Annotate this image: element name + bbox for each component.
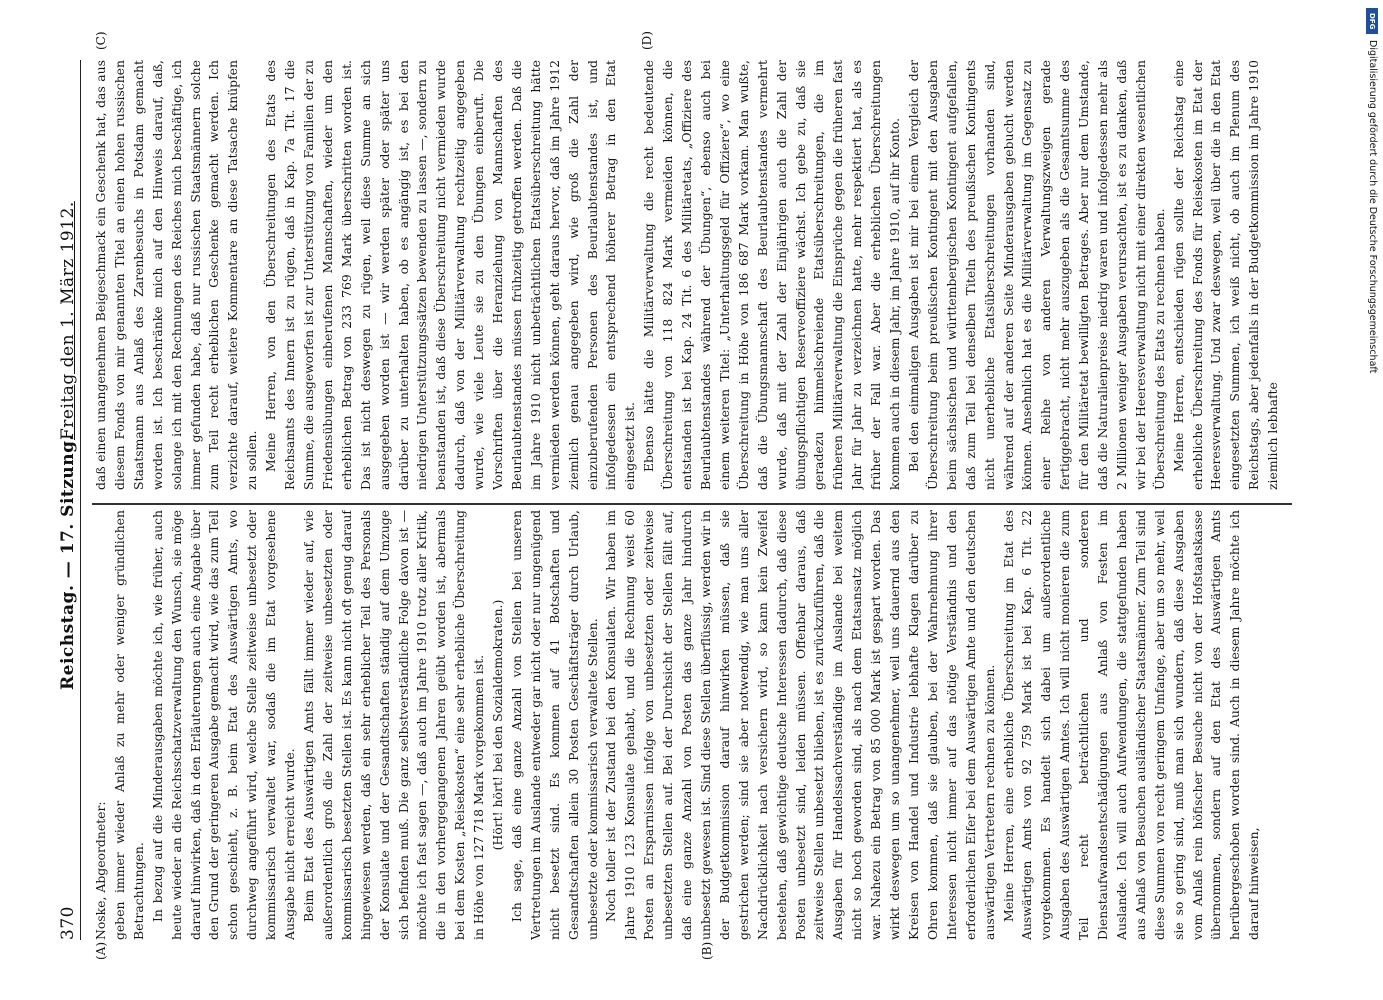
page-number: 370 xyxy=(58,906,78,940)
interjection: (Hört! hört! bei den Sozialdemokraten.) xyxy=(490,599,506,851)
session-date: Freitag den 1. März 1912. xyxy=(58,201,78,440)
paragraph: In bezug auf die Minderausgaben möchte ich, wie früher, auch heute wieder an die Reichsschatzverwaltung den Wunsch, sie möge darauf hinwirken, daß in den Erläuterungen auch eine Angabe über den Grund der geringeren Ausgabe gemacht wird, wie das zum Teil schon geschieht, z. B. beim Etat des Auswärtigen Amts, wo durchweg angeführt wird, welche Stelle zeitweise unbesetzt oder kommissarisch verwaltet war, sodaß die im Etat vorgesehene Ausgabe nicht erreicht wurde. xyxy=(149,510,298,940)
margin-marker-a: (A) xyxy=(94,941,108,960)
paragraph: Meine Herren, eine erhebliche Überschreitung im Etat des Auswärtigen Amts von 92 759 Mark ist bei Kap. 6 Tit. 22 vorgekommen. Es handelt sich dabei um außerordentliche Ausgaben des Auswärtigen Amtes. Ich will nicht monieren die zum Teil recht beträchtlichen und sonderen Dienstaufwandsentschädigungen aus Anlaß von Festen im Auslande. Ich will auch Aufwendungen, die stattgefunden haben aus Anlaß von Besuchen ausländischer Staatsmänner. Zum Teil sind diese Summen von recht geringem Umfange, aber um so mehr, weil sie so gering sind, muß man sich wundern, daß diese Ausgaben vom Anlaß rein höfischer Besuche nicht von der Hofstaatskasse übernommen, sondern auf den Etat des Auswärtigen Amts herübergeschoben worden sind. Auch in diesem Jahre möchte ich darauf hinweisen, xyxy=(1000,510,1262,940)
speaker-label: Noske, Abgeordneter: xyxy=(93,801,108,940)
paragraph: Beim Etat des Auswärtigen Amts fällt immer wieder auf, wie außerordentlich groß die Zahl der zeitweise unbesetzten oder kommissarisch besetzten Stellen ist. Es kann nicht oft genug darauf hingewiesen werden, daß ein sehr erheblicher Teil des Personals der Konsulate und der Gesandtschaften ständig auf dem Umzuge sich befinden muß. Die ganz selbstverständliche Folge davon ist — möchte ich fast sagen —, daß auch im Jahre 1910 trotz aller Kritik, die in den vorhergegangenen Jahren geübt worden ist, abermals bei dem Kosten „Reisekosten“ eine sehr erhebliche Überschreitung in Höhe von 127 718 Mark vorgekommen ist. xyxy=(300,510,487,940)
margin-marker-c: (C) xyxy=(94,31,108,50)
margin-marker-b: (B) xyxy=(700,941,714,960)
paragraph: Bei den einmaligen Ausgaben ist mir bei einem Vergleich der Überschreitung beim preußischen Kontingent mit den Ausgaben beim sächsischen und württembergischen Kontingent aufgefallen, daß zum Teil bei denselben Titeln des preußischen Kontingents nicht unerhebliche Etatsüberschreitungen vorhanden sind, während auf der anderen Seite Minderausgaben gebucht werden können. Ansehnlich hat es die Militärverwaltung im Gegensatz zu einer Reihe von anderen Verwaltungszweigen gerade fertiggebracht, nicht mehr auszugeben als die Gesamtsumme des für den Militäretat bewilligten Betrages. Aber nur dem Umstande, daß die Naturalienpreise niedrig waren und infolgedessen mehr als 2 Millionen weniger Ausgaben verursachten, ist es zu danken, daß wir bei der Heeresverwaltung nicht mit einer direkten wesentlichen Überschreitung des Etats zu rechnen haben. xyxy=(905,60,1167,490)
paragraph: Ebenso hätte die Militärverwaltung die recht bedeutende Überschreitung von 118 824 Mark vermeiden können, die entstanden ist bei Kap. 24 Tit. 6 des Militäretats, „Offiziere des Beurlaubtenstandes während der Übungen“, ebenso auch bei einem weiteren Titel: „Unterhaltungsgeld für Offiziere“, wo eine Überschreitung in Höhe von 186 687 Mark vorkam. Man wußte, daß die Übungsmannschaft des Beurlaubtenstandes vermehrt wurde, daß mit der Zahl der Einjährigen auch die Zahl der übungspflichtigen Reserveoffiziere wächst. Ich gebe zu, daß sie geradezu himmelschreiende Etatsüberschreitungen, die im früheren Militärverwaltung die Einsprüche gegen die früheren fast Jahr für Jahr zu verzeichnen hatte, mehr respektiert hat, als es früher der Fall war. Aber die erheblichen Überschreitungen kommen auch in diesem Jahr, im Jahre 1910, auf ihr Konto. xyxy=(641,60,903,490)
paragraph: geben immer wieder Anlaß zu mehr oder weniger gründlichen Betrachtungen. xyxy=(111,510,146,940)
paragraph: daß einen unangenehmen Beigeschmack ein Geschenk hat, das aus diesem Fonds von mir genannten Titel an einen hohen russischen Staatsmann aus Anlaß des Zarenbesuchs in Potsdam gemacht worden ist. Ich beschränke mich auf den Hinweis darauf, daß, solange ich mit den Rechnungen des Reiches mich beschäftige, ich immer gefunden habe, daß nur russischen Staatsmännern solche zum Teil recht erheblichen Geschenke gemacht werden. Ich verzichte darauf, weitere Kommentare an diese Tatsache knüpfen zu sollen. xyxy=(93,60,260,490)
header-rule xyxy=(80,60,81,940)
column-divider xyxy=(92,504,1292,506)
session-title: Reichstag. — 17. Sitzung. xyxy=(58,434,78,690)
right-column xyxy=(92,60,1292,490)
paragraph: Meine Herren, entschieden rügen sollte der Reichstag eine erhebliche Überschreitung des Fonds für Reisekosten im Etat der Heeresverwaltung. Und zwar deswegen, weil über die in den Etat eingesetzten Summen, ich weiß nicht, ob auch im Plenum des Reichstags, aber jedenfalls in der Budgetkommission im Jahre 1910 ziemlich lebhafte xyxy=(1170,60,1281,490)
digitization-credit: Digitalisierung gefördert durch die Deutsche Forschungsgemeinschaft xyxy=(1367,40,1378,374)
paragraph: Noch toller ist der Zustand bei den Konsulaten. Wir haben im Jahre 1910 123 Konsulate gehabt, und die Rechnung weist 60 Posten an Ersparnissen infolge von unbesetzten oder zeitweise unbesetzten Stellen auf. Bei der Durchsicht der Stellen fällt auf, daß eine ganze Anzahl von Posten das ganze Jahr hindurch unbesetzt gewesen ist. Sind diese Stellen überflüssig, werden wir in der Budgetkommission darauf hinwirken müssen, daß sie gestrichen werden; sind sie aber notwendig, wie man uns aller Nachdrücklichkeit nach versichern wird, so kann kein Zweifel bestehen, daß gewichtige deutsche Interessen dadurch, daß diese Posten unbesetzt sind, leiden müssen. Offenbar daraus, daß zeitweise Stellen unbesetzt blieben, ist es zurückzuführen, daß die Ausgaben für Handelssachverständige im Auslande bei weitem nicht so hoch geworden sind, als nach dem Etatsansatz möglich war. Nahezu ein Betrag von 85 000 Mark ist gespart worden. Das wirkt deswegen um so unangenehmer, weil uns dauernd aus den Kreisen von Handel und Industrie lebhafte Klagen darüber zu Ohren kommen, daß sie glauben, bei der Wahrnehmung ihrer Interessen nicht immer auf das nötige Verständnis und den erforderlichen Eifer bei dem Auswärtigen Amte und den deutschen auswärtigen Vertretern rechnen zu können. xyxy=(603,510,997,940)
paragraph: Meine Herren, von den Überschreitungen des Etats des Reichsamts des Innern ist zu rügen, daß in Kap. 7a Tit. 17 die Summe, die ausgeworfen ist zur Unterstützung von Familien der zu Friedensübungen einberufenen Mannschaften, wieder um den erheblichen Betrag von 233 769 Mark überschritten worden ist. Das ist nicht deswegen zu rügen, weil diese Summe an sich ausgegeben worden ist — wir werden später oder später uns darüber zu unterhalten haben, ob es angängig ist, es bei den niedrigen Unterstützungssätzen bewenden zu lassen —, sondern zu beanstanden ist, daß diese Überschreitung nicht vermieden wurde dadurch, daß von der Militärverwaltung rechtzeitig angegeben wurde, wie viele Leute sie zu den Übungen einberuft. Die Vorschriften über die Heranziehung von Mannschaften des Beurlaubtenstandes müssen frühzeitig getroffen werden. Daß die im Jahre 1910 nicht unbeträchtlichen Etatsüberschreitung hätte vermieden werden können, geht daraus hervor, daß im Jahre 1912 ziemlich genau angegeben wird, wie groß die Zahl der einzuberufenden Personen des Beurlaubtenstandes ist, und infolgedessen ein entsprechend höherer Betrag in den Etat eingesetzt ist. xyxy=(263,60,638,490)
paragraph: Ich sage, daß eine ganze Anzahl von Stellen bei unseren Vertretungen im Auslande entweder gar nicht oder nur ungenügend nicht besetzt sind. Es kommen auf 41 Botschaften und Gesandtschaften allein 30 Posten Geschäftsträger durch Urlaub, unbesetzte oder kommissarisch verwaltete Stellen. xyxy=(508,510,600,940)
margin-marker-d: (D) xyxy=(640,31,654,50)
dfg-logo: DFG xyxy=(1366,8,1378,34)
page-header xyxy=(52,60,82,940)
left-column xyxy=(92,510,1292,940)
